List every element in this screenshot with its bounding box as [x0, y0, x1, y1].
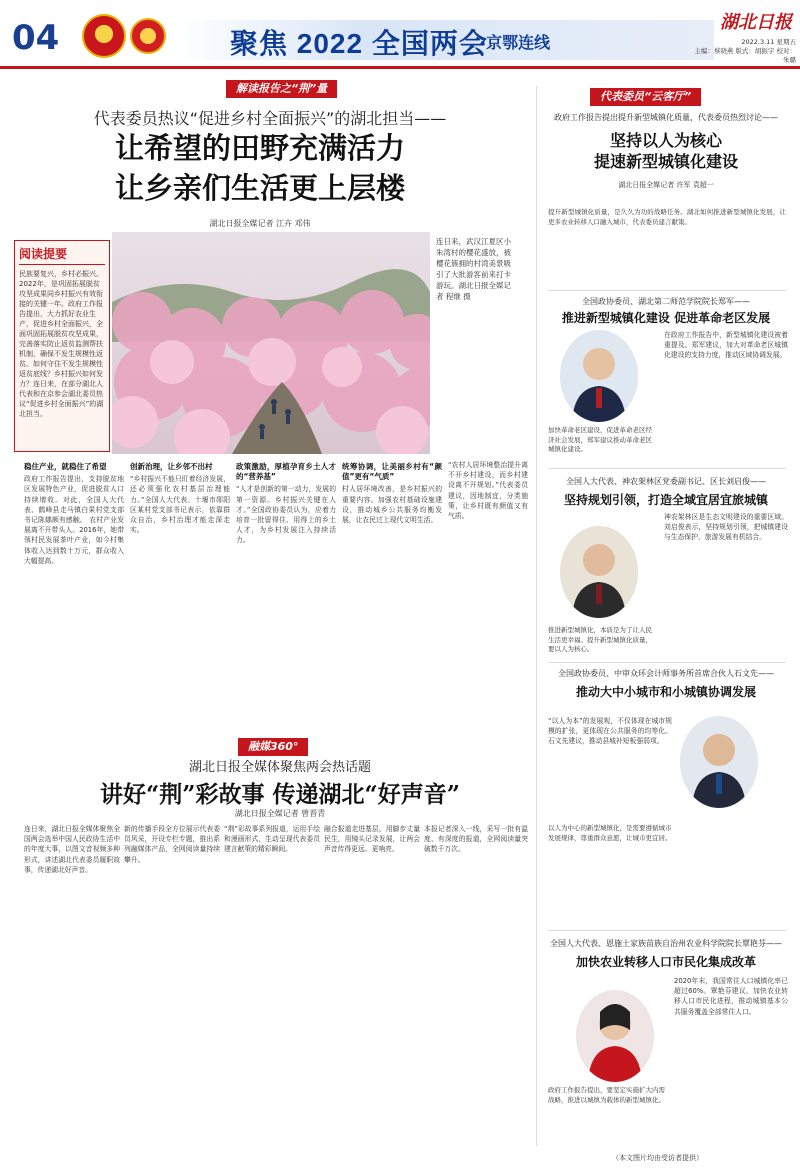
right-a5-kicker: 全国人大代表、恩施土家族苗族自治州农业科学院院长覃艳芬—— — [550, 939, 782, 948]
national-emblem-icon — [82, 14, 126, 58]
photo-illustration — [112, 232, 430, 454]
right-a2-kicker: 全国政协委员、湖北第二师范学院院长郑军—— — [582, 297, 750, 306]
main-kicker: 代表委员热议“促进乡村全面振兴”的湖北担当—— — [93, 109, 447, 128]
right-a2-text: 在政府工作报告中，新型城镇化建设被着重提及。郑军建议，加大对革命老区城镇化建设的支持力度，推动区域协调发展。 — [664, 331, 788, 360]
portrait-caption-5: 政府工作报告提出，要坚定实施扩大内需战略，推进以城镇为载体的新型城镇化。 — [548, 1086, 665, 1104]
right-a1-byline: 湖北日报全媒记者 许军 袁超一 — [618, 181, 714, 189]
right-separator — [548, 662, 786, 663]
portrait-icon — [560, 330, 638, 422]
portrait-liu-qijun — [560, 526, 638, 618]
portrait-shi-wenxian — [680, 716, 758, 808]
summary-box — [14, 240, 110, 452]
right-a5-headline: 加快农业转移人口市民化集成改革 — [575, 955, 756, 969]
right-a4-text: “以人为本”的发展观，不仅体现在城市规模的扩张，更体现在公共服务的均等化。石文先建议，推动县城补短板强弱项。 — [548, 717, 672, 746]
lower-headline: 讲好“荆”彩故事 传递湖北“好声音” — [100, 781, 460, 808]
portrait-icon — [560, 526, 638, 618]
lower-kicker: 湖北日报全媒体聚焦两会热话题 — [188, 760, 371, 775]
cppcc-emblem-icon — [130, 18, 166, 54]
main-text-4: 村人居环境改善，是乡村振兴的重要内容。加强农村基础设施建设，推动城乡公共服务均衡发展，让农民过上现代文明生活。 — [342, 485, 442, 525]
main-text-col-1 — [24, 460, 124, 730]
section-tag-lower: 融媒360° — [238, 738, 308, 756]
right-separator — [548, 930, 786, 931]
section-tag-main: 解读报告之“荆”量 — [226, 80, 337, 98]
main-subhead-4: 统筹协调，让美丽乡村有“颜值”更有“气质” — [342, 462, 442, 482]
main-subhead-3: 政策激励，厚植孕育乡土人才的“营养基” — [236, 462, 336, 482]
right-a2-headline: 推进新型城镇化建设 促进革命老区发展 — [561, 311, 771, 325]
lower-text-col-2: 新的传播手段全方位展示代表委员风采，开设专栏专题，推出系列融媒体产品，全网阅读量持续攀升。 — [124, 825, 220, 864]
main-text-col-5 — [448, 460, 528, 730]
summary-text: 民族要复兴，乡村必振兴。2022年，是巩固拓展脱贫攻坚成果同乡村振兴有效衔接的关键一年。政府工作报告提出，大力抓好农业生产，促进乡村全面振兴，全面巩固拓展脱贫攻坚成果，完善落实防止返贫监测帮扶机制，确保不发生规模性返贫。如何守住不发生规模性返贫底线？乡村振兴如何发力？连日来，在部分湖北人代表和在京参会湖北委员热议“促进乡村全面振兴”的湖北担当。 — [19, 270, 104, 418]
portrait-caption-2: 加快革命老区建设，促进革命老区经济社会发展，郑军建议推动革命老区城镇化建设。 — [548, 426, 652, 453]
right-a1-kicker: 政府工作报告提出提升新型城镇化质量，代表委员热烈讨论—— — [554, 113, 778, 122]
portrait-qin-yanfen — [576, 990, 654, 1082]
right-a3-kicker: 全国人大代表、神农架林区党委副书记、区长刘启俊—— — [566, 477, 766, 486]
right-a1-intro: 提升新型城镇化质量，是久久为功的战略任务。湖北如何推进新型城镇化发展，让更多农业转移人口融入城市，代表委员建言献策。 — [548, 208, 786, 226]
portrait-zheng-jun — [560, 330, 638, 422]
cherry-blossom-photo — [112, 232, 430, 454]
right-a4-kicker: 全国政协委员、中审众环会计师事务所首席合伙人石文先—— — [558, 669, 774, 678]
main-text-3: “人才是创新的第一动力，发展的第一资源。乡村振兴关键在人才。”全国政协委员认为，应着力培育一批留得住、用得上的乡土人才，为乡村发展注入持续活力。 — [236, 485, 336, 545]
lower-byline: 湖北日报全媒记者 曾晋青 — [234, 809, 326, 818]
summary-title: 阅读提要 — [19, 245, 105, 265]
newspaper-logo: 湖北日报 — [720, 12, 792, 33]
lower-text-col-1: 连日来，湖北日报全媒体聚焦全国两会选举中国人民政协生活中的年度大事，以图文音视频多种形式，讲述湖北代表委员履职故事，传递湖北好声音。 — [24, 825, 120, 874]
issue-meta — [688, 38, 796, 65]
right-separator — [548, 290, 786, 291]
right-a3-text: 神农架林区是生态文明建设的重要区域。刘启俊表示，坚持规划引领，把城镇建设与生态保护、旅游发展有机结合。 — [664, 513, 788, 542]
right-a5-text: 2020年末，我国常住人口城镇化率已超过60%。覃艳芬建议，加快农业转移人口市民化进程，推动城镇基本公共服务覆盖全部常住人口。 — [674, 977, 788, 1016]
right-a1-headline — [540, 130, 792, 172]
banner-subtitle: ·京鄂连线 — [480, 33, 551, 52]
main-text-5: “农村人居环境整治提升离不开乡村建设，而乡村建设离不开规划。”代表委员建议，因地制宜，分类施策，让乡村既有颜值又有气质。 — [448, 461, 528, 521]
lower-text-col-3: “荆”彩故事系列报道，运用手绘和漫画形式，生动呈现代表委员建言献策的精彩瞬间。 — [224, 825, 320, 854]
main-byline: 湖北日报全媒记者 江卉 邓伟 — [209, 219, 311, 228]
banner-title: 聚焦 2022 全国两会 — [230, 28, 488, 59]
portrait-caption-3: 推进新型城镇化，本质是为了让人民生活更幸福。提升新型城镇化质量，要以人为核心。 — [548, 626, 652, 653]
right-a4-headline: 推动大中小城市和小城镇协调发展 — [575, 685, 756, 699]
right-separator — [548, 468, 786, 469]
issue-editors: 主编：蔡晓燕 版式：胡振宇 校对：朱璐 — [694, 47, 796, 64]
main-text-col-3 — [236, 460, 336, 730]
portrait-icon — [680, 716, 758, 808]
main-text-col-4 — [342, 460, 442, 730]
right-a1-headline-1: 坚持以人为核心 — [609, 131, 722, 150]
photo-credit-footnote: （本文图片均由受访者提供） — [612, 1154, 703, 1162]
headline-line-2: 让乡亲们生活更上层楼 — [114, 171, 405, 205]
right-a1-headline-2: 提速新型城镇化建设 — [593, 152, 738, 171]
main-text-1a: 政府工作报告提出，支持脱贫地区发展特色产业，促进脱贫人口持续增收。对此，全国人大代表、鹤峰县走马镇白果村党支部书记陈娜颇有感触。 — [24, 475, 124, 525]
page-number: 04 — [12, 18, 60, 58]
lower-text-col-4: 融合报道走进基层，用脚步丈量民生，用镜头记录发展，让两会声音传得更远、更响亮。 — [324, 825, 420, 854]
lower-text-col-5: 本报记者深入一线，采写一批有温度、有深度的报道，全网阅读量突破数千万次。 — [424, 825, 528, 854]
main-subhead-2: 创新治理，让乡邻不出村 — [130, 462, 213, 471]
main-subhead-1: 稳住产业，就稳住了希望 — [24, 462, 107, 471]
headline-line-1: 让希望的田野充满活力 — [114, 131, 405, 165]
photo-caption: 连日来，武汉江夏区小朱湾村的樱花盛放，被樱花簇拥的村湾美景吸引了大批游客前来打卡游玩。湖北日报全媒记者 程继 摄 — [436, 237, 511, 301]
main-headline — [20, 128, 500, 208]
main-text-col-2 — [130, 460, 230, 730]
column-divider — [536, 86, 537, 1146]
page-header — [0, 0, 800, 70]
issue-date: 2022.3.11 星期五 — [741, 38, 796, 46]
main-text-2: “乡村振兴不能只盯着经济发展，还必须强化农村基层治理能力。”全国人大代表、十堰市郧阳区某村党支部书记表示，依靠群众自治，乡村治理才能走深走实。 — [130, 475, 230, 535]
main-text-1b: 农村产业发展离不开带头人。2016年，她带领村民发展茶叶产业，如今村集体收入达到数十万元，群众收入大幅提高。 — [24, 516, 124, 565]
section-tag-right: 代表委员“云客厅” — [590, 88, 701, 106]
portrait-icon — [576, 990, 654, 1082]
header-rule — [0, 66, 800, 69]
portrait-caption-4: 以人为中心的新型城镇化，是需要遵循城市发展规律，尊重群众意愿，让城市更宜居。 — [548, 824, 672, 842]
right-a3-headline: 坚持规划引领，打造全域宜居宜旅城镇 — [563, 493, 768, 507]
